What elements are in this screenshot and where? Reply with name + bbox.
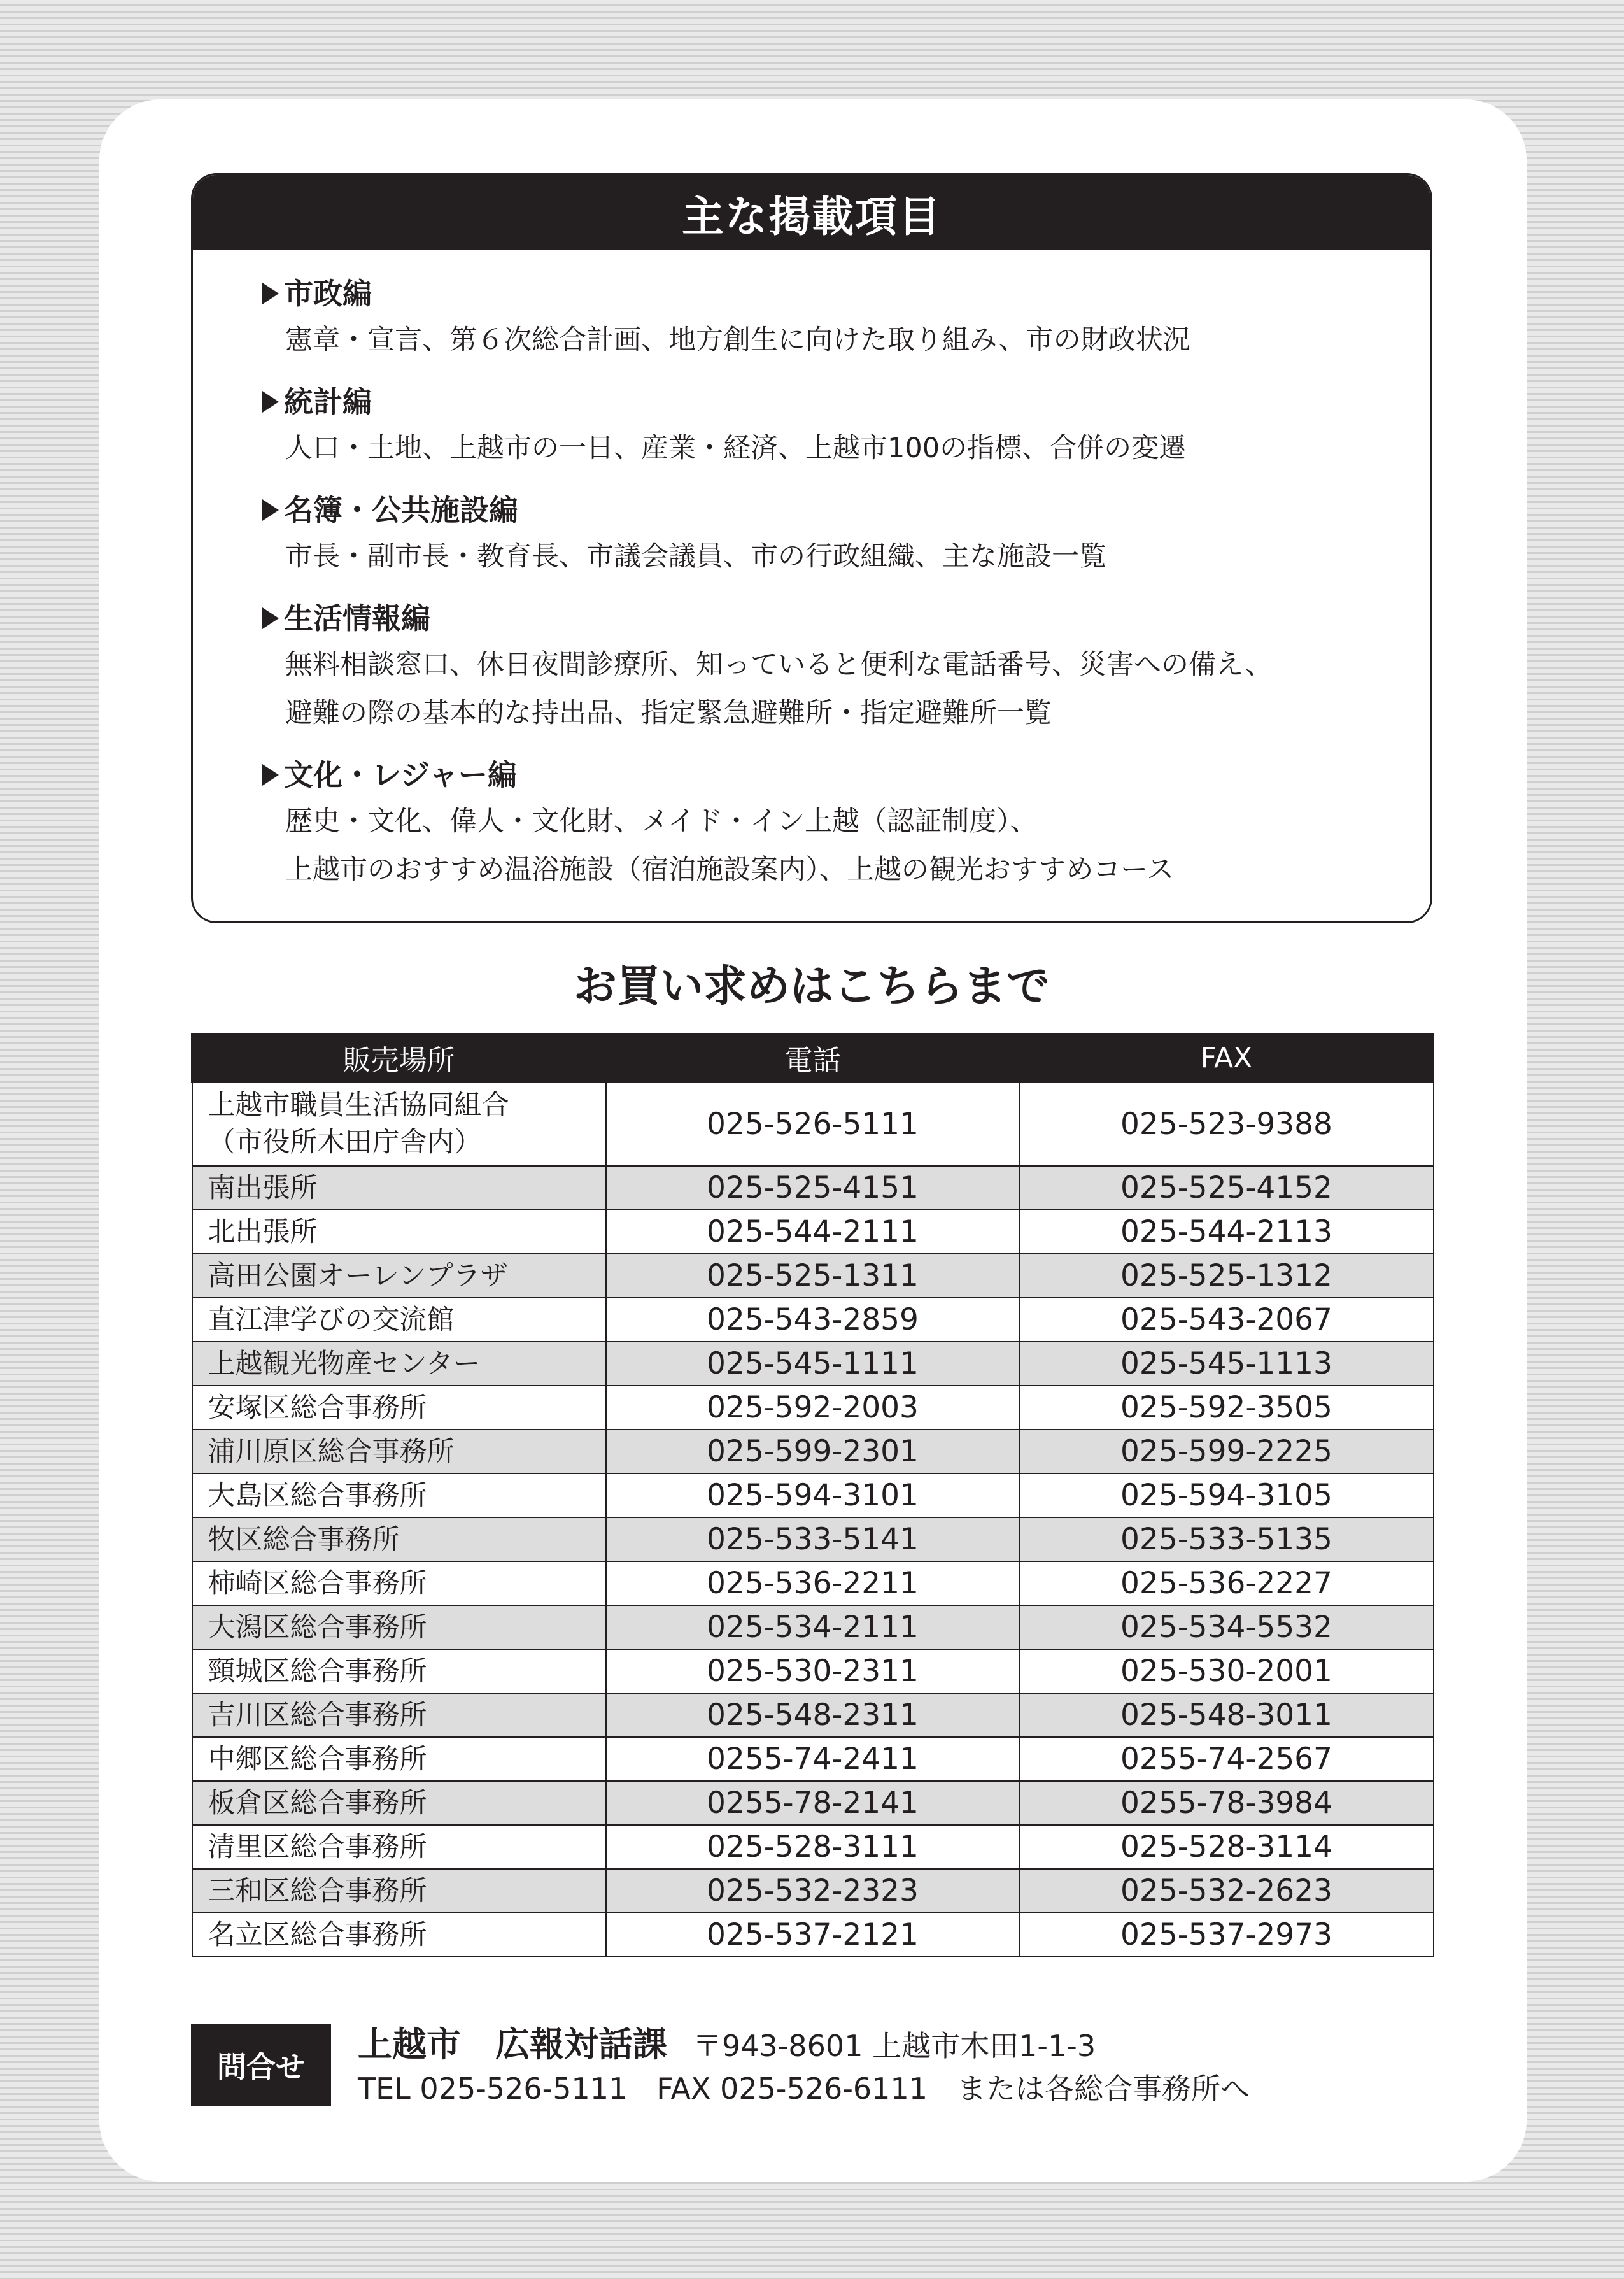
table-row xyxy=(192,1210,1434,1254)
section-heading xyxy=(262,271,1190,316)
tel-cell: 025-525-1311 xyxy=(606,1254,1020,1298)
fax-cell: 0255-74-2567 xyxy=(1020,1737,1434,1781)
section-heading xyxy=(262,380,1186,424)
location-name: 南出張所 xyxy=(208,1172,318,1204)
location-cell xyxy=(192,1781,606,1825)
location-name: 名立区総合事務所 xyxy=(208,1919,427,1951)
fax-cell: 025-545-1113 xyxy=(1020,1342,1434,1386)
tel-cell: 025-533-5141 xyxy=(606,1517,1020,1561)
tel-cell: 025-530-2311 xyxy=(606,1649,1020,1693)
tel-cell: 0255-74-2411 xyxy=(606,1737,1020,1781)
location-cell xyxy=(192,1082,606,1167)
location-cell xyxy=(192,1605,606,1649)
contents-title: 主な掲載項目 xyxy=(193,175,1430,250)
fax-cell: 025-543-2067 xyxy=(1020,1298,1434,1342)
location-cell xyxy=(192,1561,606,1605)
tel-cell: 025-599-2301 xyxy=(606,1430,1020,1473)
section-heading-text: 生活情報編 xyxy=(284,601,430,635)
fax-cell: 025-548-3011 xyxy=(1020,1693,1434,1737)
section-line: 無料相談窓口、休日夜間診療所、知っていると便利な電話番号、災害への備え、 xyxy=(285,649,1273,681)
triangle-bullet-icon xyxy=(262,391,279,413)
location-cell xyxy=(192,1693,606,1737)
table-row xyxy=(192,1693,1434,1737)
fax-cell: 025-592-3505 xyxy=(1020,1386,1434,1430)
contents-section xyxy=(262,596,1273,737)
contents-section xyxy=(262,380,1186,472)
tel-cell: 025-534-2111 xyxy=(606,1605,1020,1649)
tel-cell: 025-536-2211 xyxy=(606,1561,1020,1605)
fax-cell: 025-525-4152 xyxy=(1020,1166,1434,1210)
table-row xyxy=(192,1166,1434,1210)
location-subname: （市役所木田庁舎内） xyxy=(208,1126,482,1158)
fax-cell: 025-544-2113 xyxy=(1020,1210,1434,1254)
location-cell xyxy=(192,1342,606,1386)
location-name: 大潟区総合事務所 xyxy=(208,1611,427,1644)
table-row xyxy=(192,1386,1434,1430)
location-name: 上越観光物産センター xyxy=(208,1347,481,1380)
table-row xyxy=(192,1605,1434,1649)
location-cell xyxy=(192,1869,606,1913)
contents-section xyxy=(262,753,1174,894)
location-cell xyxy=(192,1210,606,1254)
section-heading xyxy=(262,596,1273,641)
location-name: 吉川区総合事務所 xyxy=(208,1699,427,1731)
section-heading xyxy=(262,753,1174,797)
header-tel: 電話 xyxy=(606,1034,1020,1082)
tel-cell: 0255-78-2141 xyxy=(606,1781,1020,1825)
tel-cell: 025-544-2111 xyxy=(606,1210,1020,1254)
section-line: 上越市のおすすめ温浴施設（宿泊施設案内）、上越の観光おすすめコース xyxy=(285,854,1175,886)
section-heading-text: 市政編 xyxy=(284,276,372,311)
table-row xyxy=(192,1254,1434,1298)
location-name: 頸城区総合事務所 xyxy=(208,1655,427,1687)
location-cell xyxy=(192,1430,606,1473)
table-row xyxy=(192,1825,1434,1869)
location-cell xyxy=(192,1254,606,1298)
table-row xyxy=(192,1649,1434,1693)
table-row xyxy=(192,1869,1434,1913)
tel-cell: 025-528-3111 xyxy=(606,1825,1020,1869)
location-name: 清里区総合事務所 xyxy=(208,1831,427,1863)
section-line: 憲章・宣言、第６次総合計画、地方創生に向けた取り組み、市の財政状況 xyxy=(285,324,1190,356)
location-name: 安塚区総合事務所 xyxy=(208,1391,427,1424)
tel-cell: 025-543-2859 xyxy=(606,1298,1020,1342)
location-name: 北出張所 xyxy=(208,1216,318,1248)
location-cell xyxy=(192,1517,606,1561)
table-row xyxy=(192,1473,1434,1517)
location-name: 柿崎区総合事務所 xyxy=(208,1567,427,1600)
contact-org: 上越市 広報対話課 xyxy=(358,2024,667,2064)
section-line: 歴史・文化、偉人・文化財、メイド・イン上越（認証制度）、 xyxy=(285,806,1038,837)
section-line: 市長・副市長・教育長、市議会議員、市の行政組織、主な施設一覧 xyxy=(285,541,1106,572)
table-row xyxy=(192,1913,1434,1957)
table-row xyxy=(192,1082,1434,1167)
table-row xyxy=(192,1781,1434,1825)
location-cell xyxy=(192,1298,606,1342)
table-row xyxy=(192,1298,1434,1342)
triangle-bullet-icon xyxy=(262,499,279,521)
tel-cell: 025-548-2311 xyxy=(606,1693,1020,1737)
fax-cell: 0255-78-3984 xyxy=(1020,1781,1434,1825)
section-heading-text: 名簿・公共施設編 xyxy=(284,493,518,527)
header-location: 販売場所 xyxy=(192,1034,606,1082)
location-cell xyxy=(192,1166,606,1210)
tel-cell: 025-537-2121 xyxy=(606,1913,1020,1957)
table-row xyxy=(192,1342,1434,1386)
contact-badge: 問合せ xyxy=(191,2024,331,2106)
triangle-bullet-icon xyxy=(262,283,279,304)
location-name: 上越市職員生活協同組合 xyxy=(208,1090,509,1121)
contact-line1 xyxy=(358,2024,1096,2066)
triangle-bullet-icon xyxy=(262,607,279,629)
table-header-row xyxy=(192,1034,1434,1082)
location-name: 浦川原区総合事務所 xyxy=(208,1435,455,1468)
location-name: 直江津学びの交流館 xyxy=(208,1303,455,1336)
section-line: 避難の際の基本的な持出品、指定緊急避難所・指定避難所一覧 xyxy=(285,697,1052,729)
fax-cell: 025-594-3105 xyxy=(1020,1473,1434,1517)
fax-cell: 025-528-3114 xyxy=(1020,1825,1434,1869)
fax-cell: 025-534-5532 xyxy=(1020,1605,1434,1649)
table-row xyxy=(192,1737,1434,1781)
table-row xyxy=(192,1430,1434,1473)
fax-cell: 025-599-2225 xyxy=(1020,1430,1434,1473)
table-row xyxy=(192,1561,1434,1605)
header-fax: FAX xyxy=(1020,1034,1434,1082)
fax-cell: 025-532-2623 xyxy=(1020,1869,1434,1913)
triangle-bullet-icon xyxy=(262,764,279,786)
contact-tel-fax: TEL 025-526-5111 FAX 025-526-6111 または各総合事務所へ xyxy=(358,2071,1250,2106)
fax-cell: 025-525-1312 xyxy=(1020,1254,1434,1298)
location-name: 中郷区総合事務所 xyxy=(208,1743,427,1775)
location-cell xyxy=(192,1737,606,1781)
tel-cell: 025-525-4151 xyxy=(606,1166,1020,1210)
contact-address: 〒943-8601 上越市木田1-1-3 xyxy=(693,2029,1096,2063)
fax-cell: 025-533-5135 xyxy=(1020,1517,1434,1561)
location-cell xyxy=(192,1473,606,1517)
table-row xyxy=(192,1517,1434,1561)
section-line: 人口・土地、上越市の一日、産業・経済、上越市100の指標、合併の変遷 xyxy=(285,432,1187,464)
fax-cell: 025-537-2973 xyxy=(1020,1913,1434,1957)
location-name: 高田公園オーレンプラザ xyxy=(208,1260,508,1292)
section-heading xyxy=(262,488,1106,532)
tel-cell: 025-594-3101 xyxy=(606,1473,1020,1517)
location-cell xyxy=(192,1386,606,1430)
location-cell xyxy=(192,1649,606,1693)
location-cell xyxy=(192,1913,606,1957)
section-heading-text: 統計編 xyxy=(284,385,372,419)
location-name: 板倉区総合事務所 xyxy=(208,1787,427,1819)
location-name: 牧区総合事務所 xyxy=(208,1523,400,1556)
purchase-title: お買い求めはこちらまで xyxy=(573,962,1050,1012)
location-cell xyxy=(192,1825,606,1869)
fax-cell: 025-523-9388 xyxy=(1020,1082,1434,1167)
contents-section xyxy=(262,271,1190,364)
tel-cell: 025-532-2323 xyxy=(606,1869,1020,1913)
location-name: 三和区総合事務所 xyxy=(208,1875,427,1907)
fax-cell: 025-530-2001 xyxy=(1020,1649,1434,1693)
sales-locations-table xyxy=(191,1033,1434,1957)
tel-cell: 025-526-5111 xyxy=(606,1082,1020,1167)
contact-block xyxy=(191,2024,1432,2106)
fax-cell: 025-536-2227 xyxy=(1020,1561,1434,1605)
tel-cell: 025-545-1111 xyxy=(606,1342,1020,1386)
contents-section xyxy=(262,488,1106,581)
section-heading-text: 文化・レジャー編 xyxy=(284,758,517,792)
location-name: 大島区総合事務所 xyxy=(208,1479,427,1512)
tel-cell: 025-592-2003 xyxy=(606,1386,1020,1430)
